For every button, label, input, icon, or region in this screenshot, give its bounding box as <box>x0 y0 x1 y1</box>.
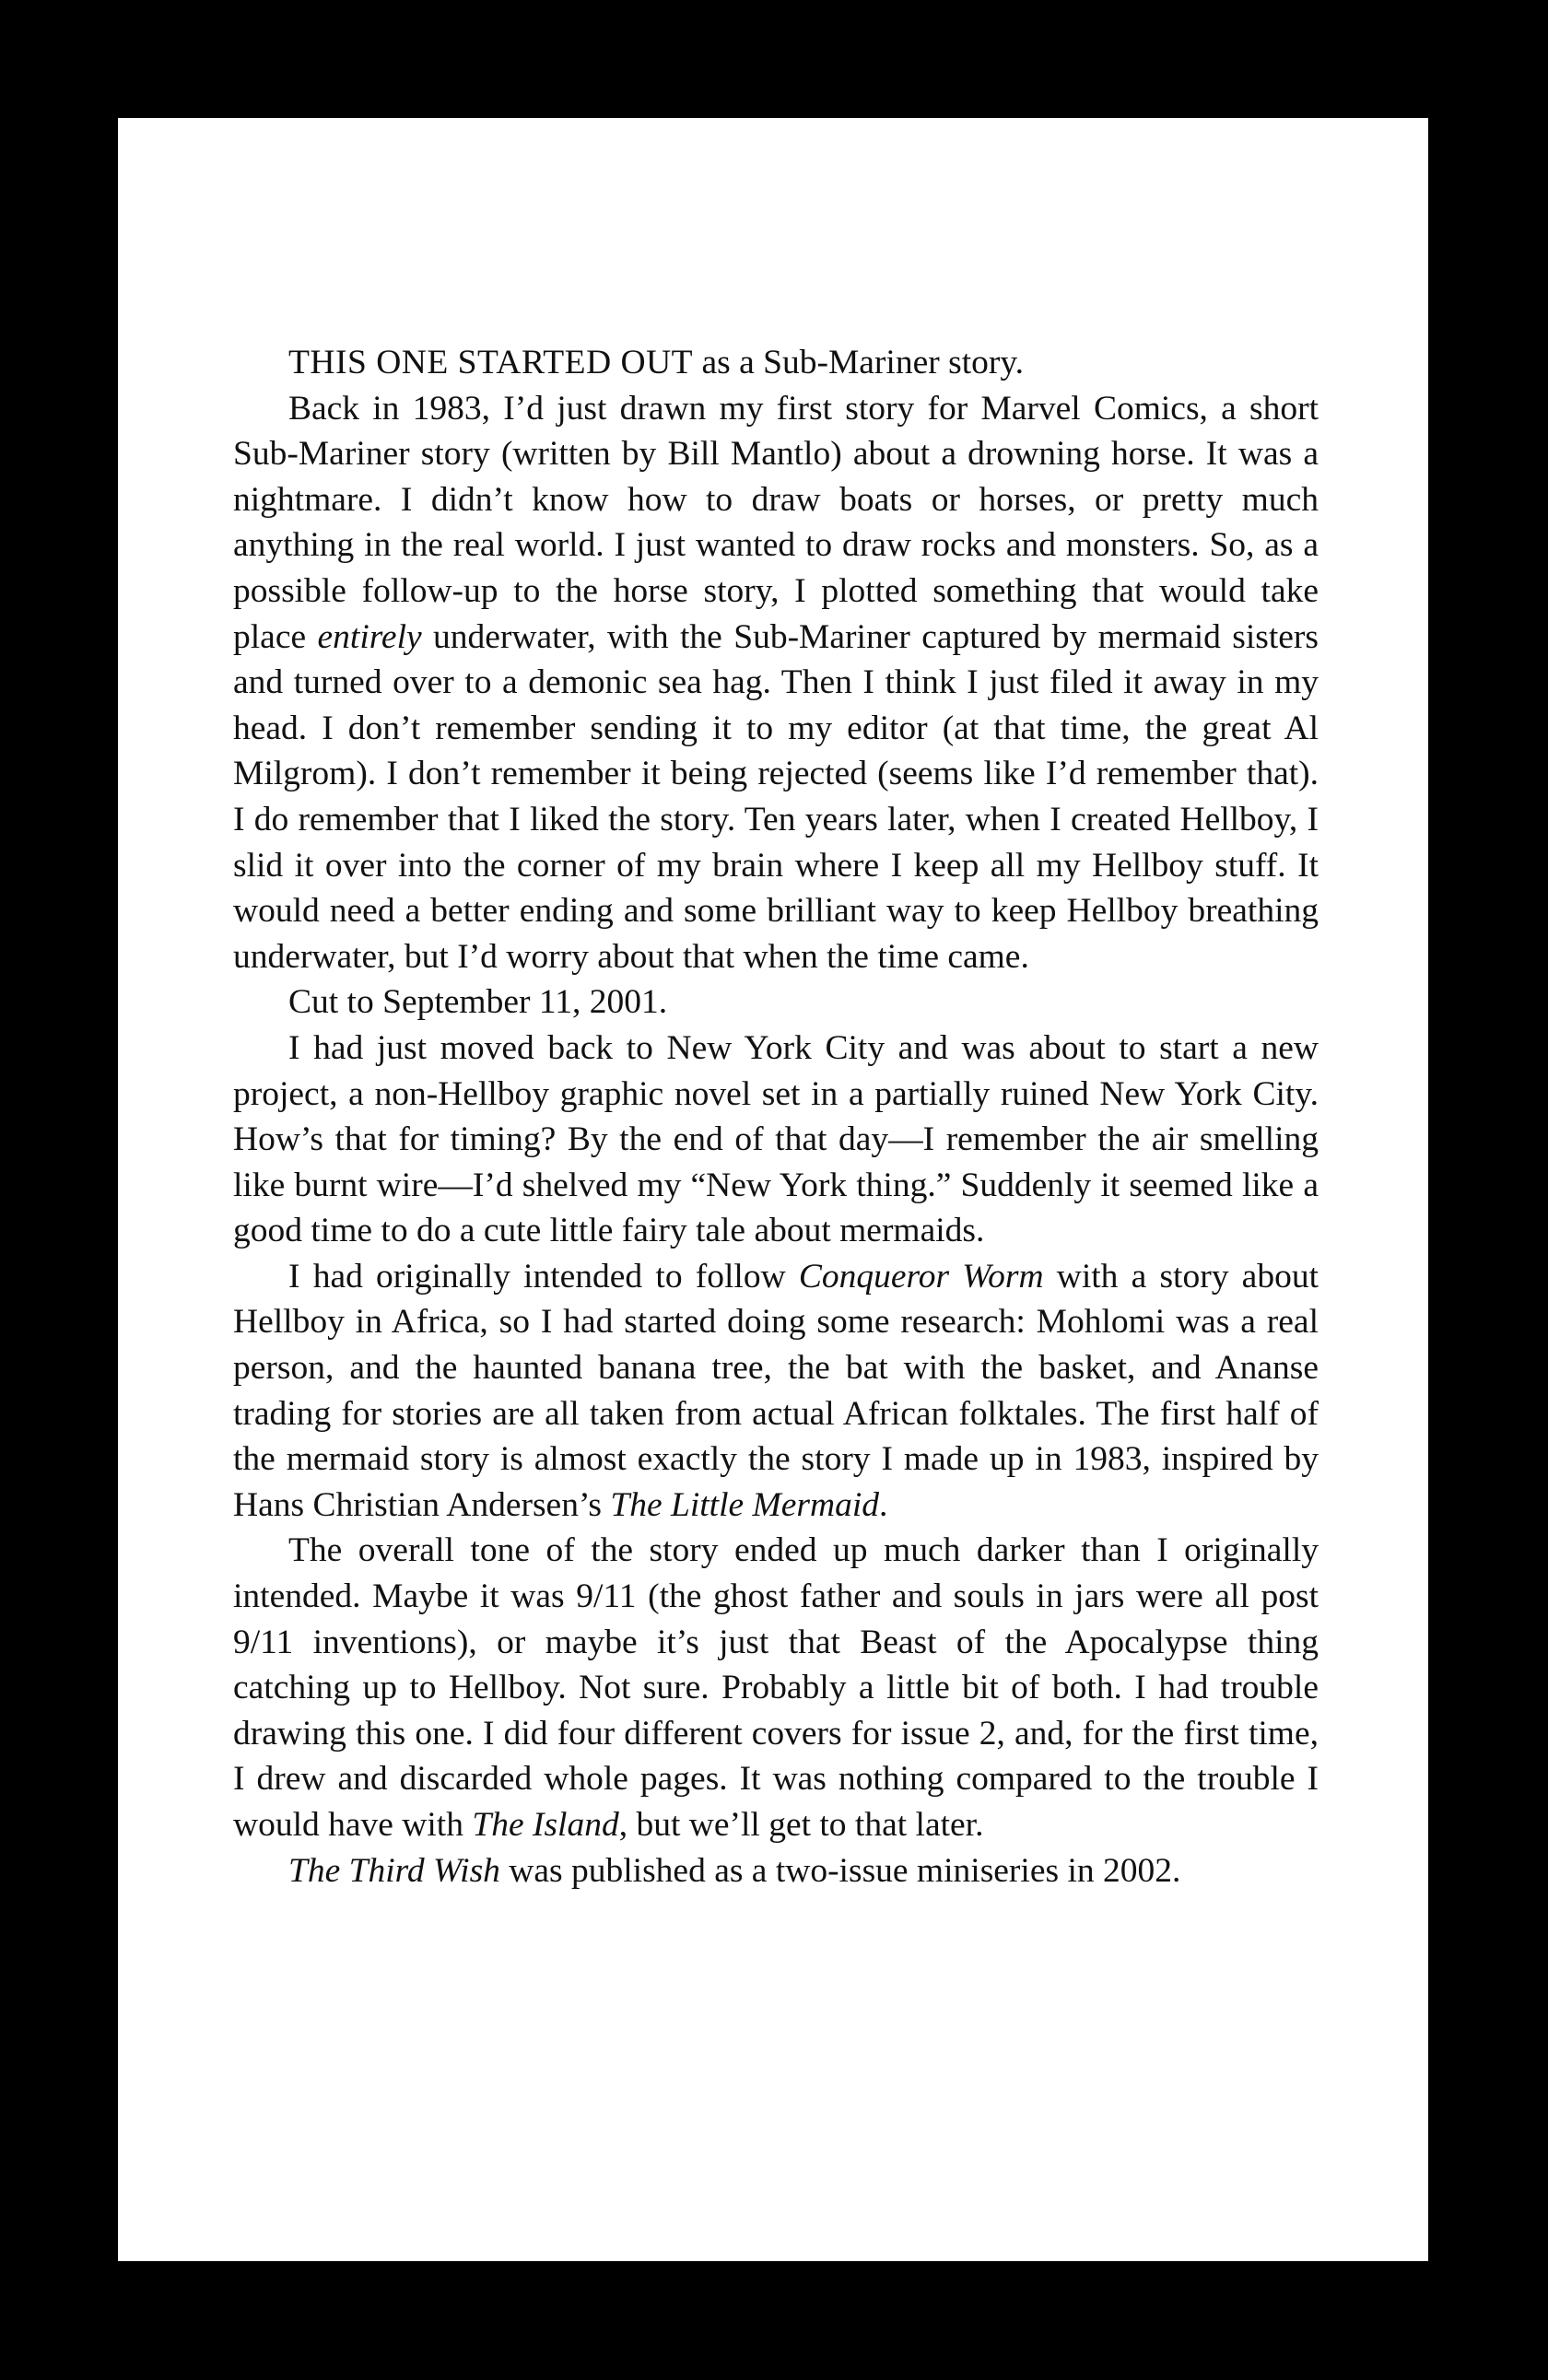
paragraph-7 <box>233 1848 1319 1894</box>
paragraph-6-part-2: , but we’ll get to that later. <box>618 1806 984 1844</box>
paragraph-6-part-1: The overall tone of the story ended up much darker than I originally intended. Maybe it was 9/11 (the ghost father and souls in jars were all post 9/11 inventions), or maybe it’s just that Beast of the Apocalypse thing catching up to Hellboy. Not sure. Probably a little bit of both. I had trouble drawing this one. I did four different covers for issue 2, and, for the first time, I drew and discarded whole pages. It was nothing compared to the trouble I would have with <box>233 1531 1319 1844</box>
paragraph-1-text: as a Sub-Mariner story. <box>693 344 1025 381</box>
paragraph-4: I had just moved back to New York City and was about to start a new project, a non-Hellboy graphic novel set in a partially ruined New York City. How’s that for timing? By the end of that day—I remember the air smelling like burnt wire—I’d shelved my “New York thing.” Suddenly it seemed like a good time to do a cute little fairy tale about mermaids. <box>233 1028 1319 1250</box>
paragraph-5-part-2: with a story about Hellboy in Africa, so I had started doing some research: Mohlomi was a real person, and the haunted banana tree, the bat with the basket, and Ananse trading for stories are all taken from actual African folktales. The first half of the mermaid story is almost exactly the story I made up in 1983, inspired by Hans Christian Andersen’s <box>233 1257 1319 1524</box>
paragraph-5-part-3: . <box>879 1485 888 1524</box>
paragraph-7-text: was published as a two-issue miniseries in 2002. <box>499 1851 1181 1890</box>
book-page <box>118 118 1428 2261</box>
body-text <box>233 340 1319 1893</box>
title-little-mermaid: The Little Mermaid <box>610 1485 879 1524</box>
paragraph-1 <box>233 340 1319 386</box>
opening-small-caps: THIS ONE STARTED OUT <box>288 344 694 381</box>
paragraph-3: Cut to September 11, 2001. <box>288 983 668 1022</box>
paragraph-2-italic: entirely <box>317 617 422 656</box>
title-the-island: The Island <box>472 1806 619 1844</box>
paragraph-2-part-2: underwater, with the Sub-Mariner captured by mermaid sisters and turned over to a demonic sea hag. Then I think I just filed it away in my head. I don’t remember sending it to my editor (at that time, the great Al Milgrom). I don’t remember it being rejected (seems like I’d remember that). I do remember that I liked the story. Ten years later, when I created Hellboy, I slid it over into the corner of my brain where I keep all my Hellboy stuff. It would need a better ending and some brilliant way to keep Hellboy breathing underwater, but I’d worry about that when the time came. <box>233 617 1319 976</box>
title-the-third-wish: The Third Wish <box>288 1851 500 1890</box>
paragraph-5 <box>233 1254 1319 1529</box>
paragraph-2-part-1: Back in 1983, I’d just drawn my first story for Marvel Comics, a short Sub-Mariner story (written by Bill Mantlo) about a drowning horse. It was a nightmare. I didn’t know how to draw boats or horses, or pretty much anything in the real world. I just wanted to draw rocks and monsters. So, as a possible follow-up to the horse story, I plotted something that would take place <box>233 389 1319 656</box>
paragraph-6 <box>233 1528 1319 1847</box>
paragraph-5-part-1: I had originally intended to follow <box>288 1257 799 1296</box>
paragraph-2 <box>233 386 1319 980</box>
title-conqueror-worm: Conqueror Worm <box>798 1257 1044 1296</box>
